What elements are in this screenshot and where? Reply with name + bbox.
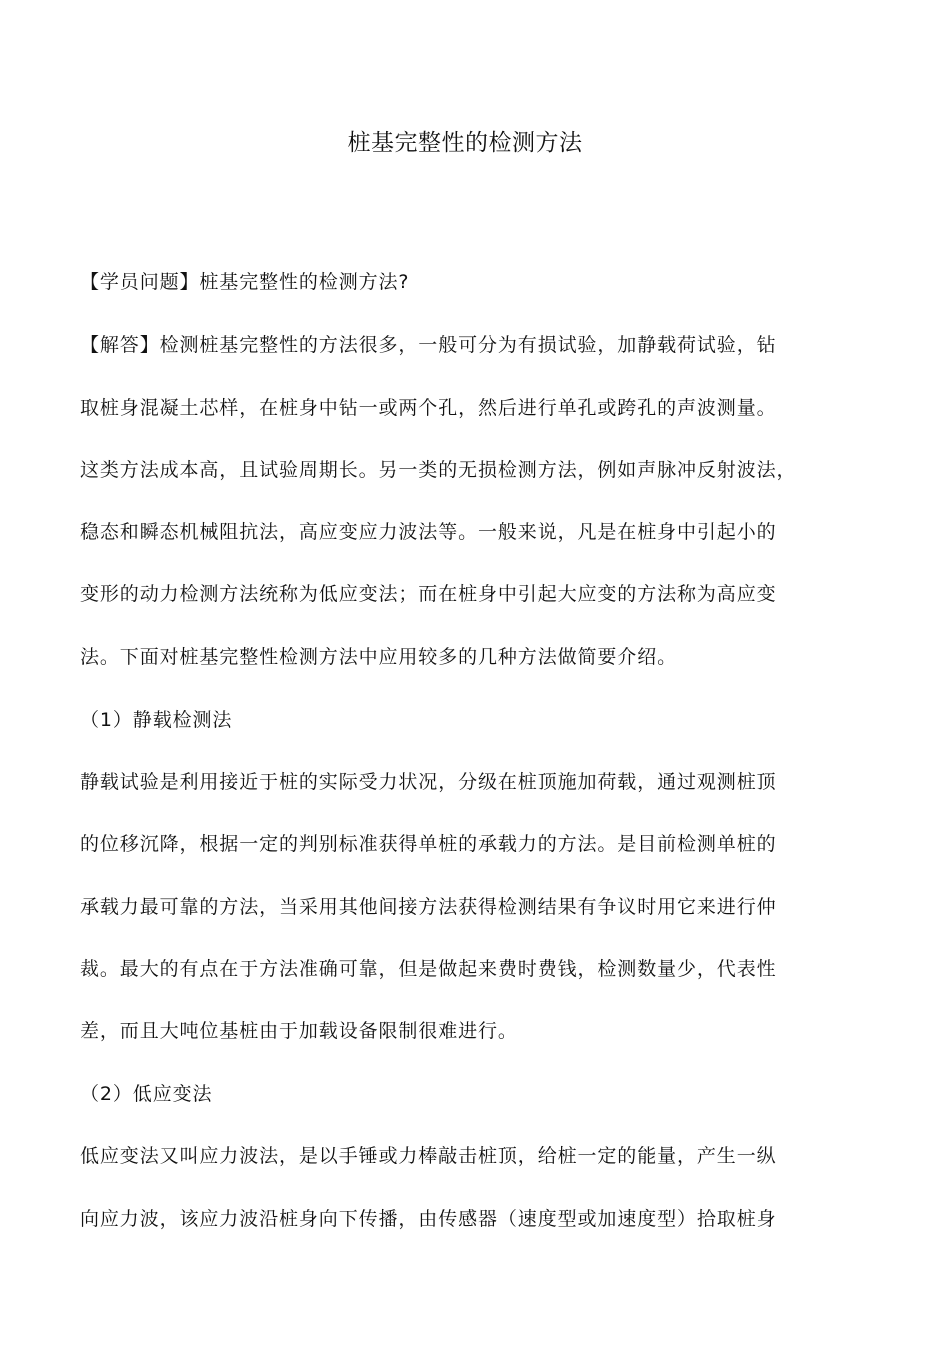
answer-line-1: 【解答】检测桩基完整性的方法很多，一般可分为有损试验，加静载荷试验，钻 [80, 334, 777, 356]
section-1-line-1: 静载试验是利用接近于桩的实际受力状况，分级在桩顶施加荷载，通过观测桩顶 [80, 771, 777, 793]
answer-line-6: 法。下面对桩基完整性检测方法中应用较多的几种方法做简要介绍。 [80, 646, 678, 668]
section-heading-1: （1）静载检测法 [80, 709, 233, 731]
section-1-line-2: 的位移沉降，根据一定的判别标准获得单桩的承载力的方法。是目前检测单桩的 [80, 833, 777, 855]
section-2-line-2: 向应力波，该应力波沿桩身向下传播，由传感器（速度型或加速度型）拾取桩身 [80, 1208, 777, 1230]
answer-line-3: 这类方法成本高，且试验周期长。另一类的无损检测方法，例如声脉冲反射波法， [80, 459, 797, 481]
document-title: 桩基完整性的检测方法 [347, 130, 583, 156]
answer-line-4: 稳态和瞬态机械阻抗法，高应变应力波法等。一般来说，凡是在桩身中引起小的 [80, 521, 777, 543]
section-2-line-1: 低应变法又叫应力波法，是以手锤或力棒敲击桩顶，给桩一定的能量，产生一纵 [80, 1145, 777, 1167]
question-line: 【学员问题】桩基完整性的检测方法? [80, 271, 410, 293]
section-1-line-3: 承载力最可靠的方法，当采用其他间接方法获得检测结果有争议时用它来进行仲 [80, 896, 777, 918]
section-heading-2: （2）低应变法 [80, 1083, 213, 1105]
answer-line-5: 变形的动力检测方法统称为低应变法；而在桩身中引起大应变的方法称为高应变 [80, 583, 777, 605]
section-1-line-4: 裁。最大的有点在于方法准确可靠，但是做起来费时费钱，检测数量少，代表性 [80, 958, 777, 980]
answer-line-2: 取桩身混凝土芯样，在桩身中钻一或两个孔，然后进行单孔或跨孔的声波测量。 [80, 397, 777, 419]
section-1-line-5: 差，而且大吨位基桩由于加载设备限制很难进行。 [80, 1020, 518, 1042]
